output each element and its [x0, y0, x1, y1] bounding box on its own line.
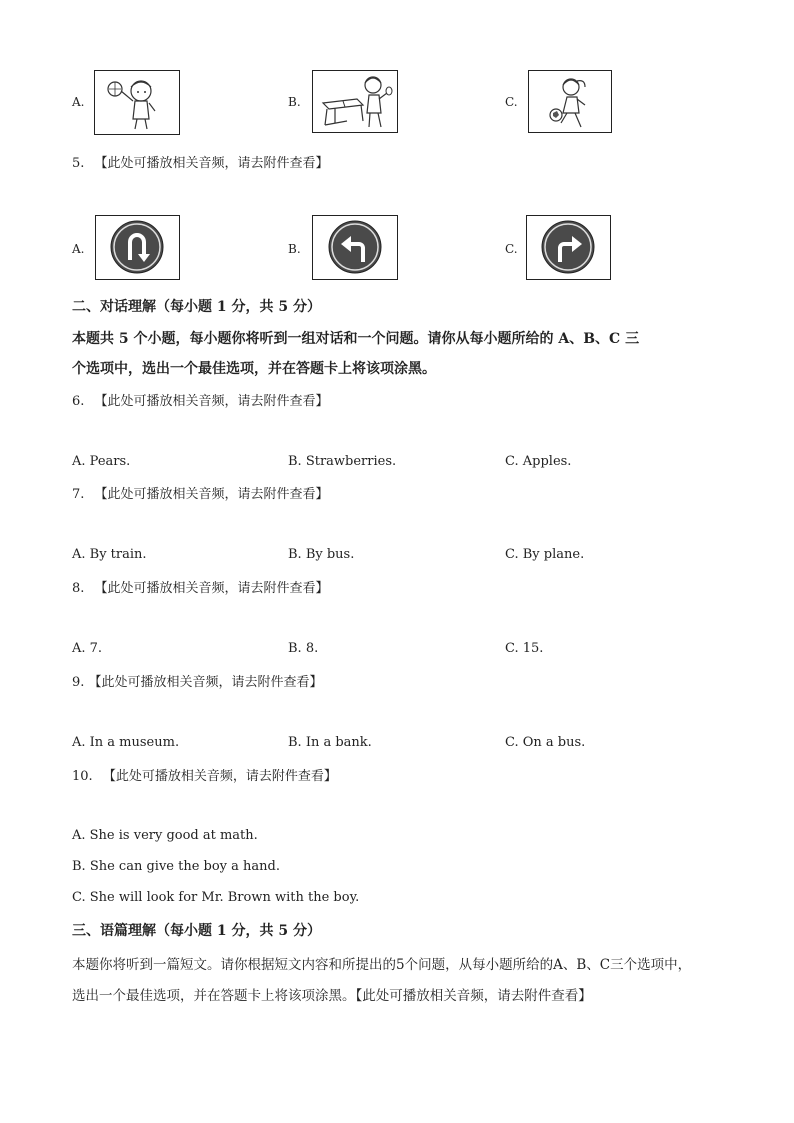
question-number: 5. — [72, 156, 85, 171]
q5-option-c-label: C. — [505, 242, 518, 256]
q7-option-b[interactable]: B. By bus. — [288, 547, 355, 562]
q10-option-a[interactable]: A. She is very good at math. — [72, 828, 258, 843]
q5-option-a-label: A. — [72, 242, 85, 256]
question-7 — [72, 483, 329, 502]
turn-left-sign-picture[interactable] — [312, 215, 398, 280]
q4-option-a-label: A. — [72, 95, 85, 109]
audio-prompt[interactable]: 【此处可播放相关音频，请去附件查看】 — [88, 675, 323, 690]
table-tennis-icon — [313, 71, 397, 132]
audio-prompt[interactable]: 【此处可播放相关音频，请去附件查看】 — [94, 487, 329, 502]
turn-right-sign-picture[interactable] — [526, 215, 611, 280]
q9-option-b[interactable]: B. In a bank. — [288, 735, 372, 750]
section-3-title: 三、语篇理解（每小题 1 分，共 5 分） — [72, 923, 321, 939]
q6-option-a[interactable]: A. Pears. — [72, 454, 131, 469]
section-3-instructions-line-1: 本题你将听到一篇短文。请你根据短文内容和所提出的5个问题，从每小题所给的A、B、C三个选项中， — [72, 957, 692, 973]
section-2-instructions-line-1: 本题共 5 个小题，每小题你将听到一组对话和一个问题。请你从每小题所给的 A、B、C 三 — [72, 331, 640, 347]
turn-right-icon — [527, 216, 610, 279]
q9-option-c[interactable]: C. On a bus. — [505, 735, 586, 750]
girl-table-tennis-picture[interactable] — [312, 70, 398, 133]
turn-left-icon — [313, 216, 397, 279]
q10-option-c[interactable]: C. She will look for Mr. Brown with the boy. — [72, 890, 360, 905]
question-9 — [72, 671, 323, 690]
q9-option-a[interactable]: A. In a museum. — [72, 735, 180, 750]
question-10 — [72, 765, 337, 784]
q6-option-c[interactable]: C. Apples. — [505, 454, 572, 469]
q4-option-b-label: B. — [288, 95, 301, 109]
girl-basketball-picture[interactable] — [94, 70, 180, 135]
section-2-instructions-line-2: 个选项中，选出一个最佳选项，并在答题卡上将该项涂黑。 — [72, 361, 436, 377]
girl-basketball-icon — [95, 71, 179, 134]
question-5 — [72, 152, 329, 171]
football-icon — [529, 71, 611, 132]
question-number: 6. — [72, 394, 85, 409]
question-number: 10. — [72, 769, 93, 784]
q5-option-b-label: B. — [288, 242, 301, 256]
q8-option-c[interactable]: C. 15. — [505, 641, 544, 656]
audio-prompt[interactable]: 【此处可播放相关音频，请去附件查看】 — [94, 394, 329, 409]
u-turn-sign-picture[interactable] — [95, 215, 180, 280]
section-2-title: 二、对话理解（每小题 1 分，共 5 分） — [72, 299, 321, 315]
question-number: 7. — [72, 487, 85, 502]
audio-prompt[interactable]: 【此处可播放相关音频，请去附件查看】 — [94, 156, 329, 171]
question-number: 8. — [72, 581, 85, 596]
audio-prompt[interactable]: 【此处可播放相关音频，请去附件查看】 — [102, 769, 337, 784]
question-number: 9. — [72, 675, 85, 690]
audio-prompt[interactable]: 【此处可播放相关音频，请去附件查看】 — [94, 581, 329, 596]
q6-option-b[interactable]: B. Strawberries. — [288, 454, 397, 469]
q10-option-b[interactable]: B. She can give the boy a hand. — [72, 859, 280, 874]
q7-option-c[interactable]: C. By plane. — [505, 547, 585, 562]
question-8 — [72, 577, 329, 596]
u-turn-icon — [96, 216, 179, 279]
q7-option-a[interactable]: A. By train. — [72, 547, 147, 562]
question-6 — [72, 390, 329, 409]
q8-option-b[interactable]: B. 8. — [288, 641, 319, 656]
q4-option-c-label: C. — [505, 95, 518, 109]
girl-football-picture[interactable] — [528, 70, 612, 133]
section-3-instructions-line-2: 选出一个最佳选项，并在答题卡上将该项涂黑。【此处可播放相关音频，请去附件查看】 — [72, 988, 592, 1004]
q8-option-a[interactable]: A. 7. — [72, 641, 103, 656]
